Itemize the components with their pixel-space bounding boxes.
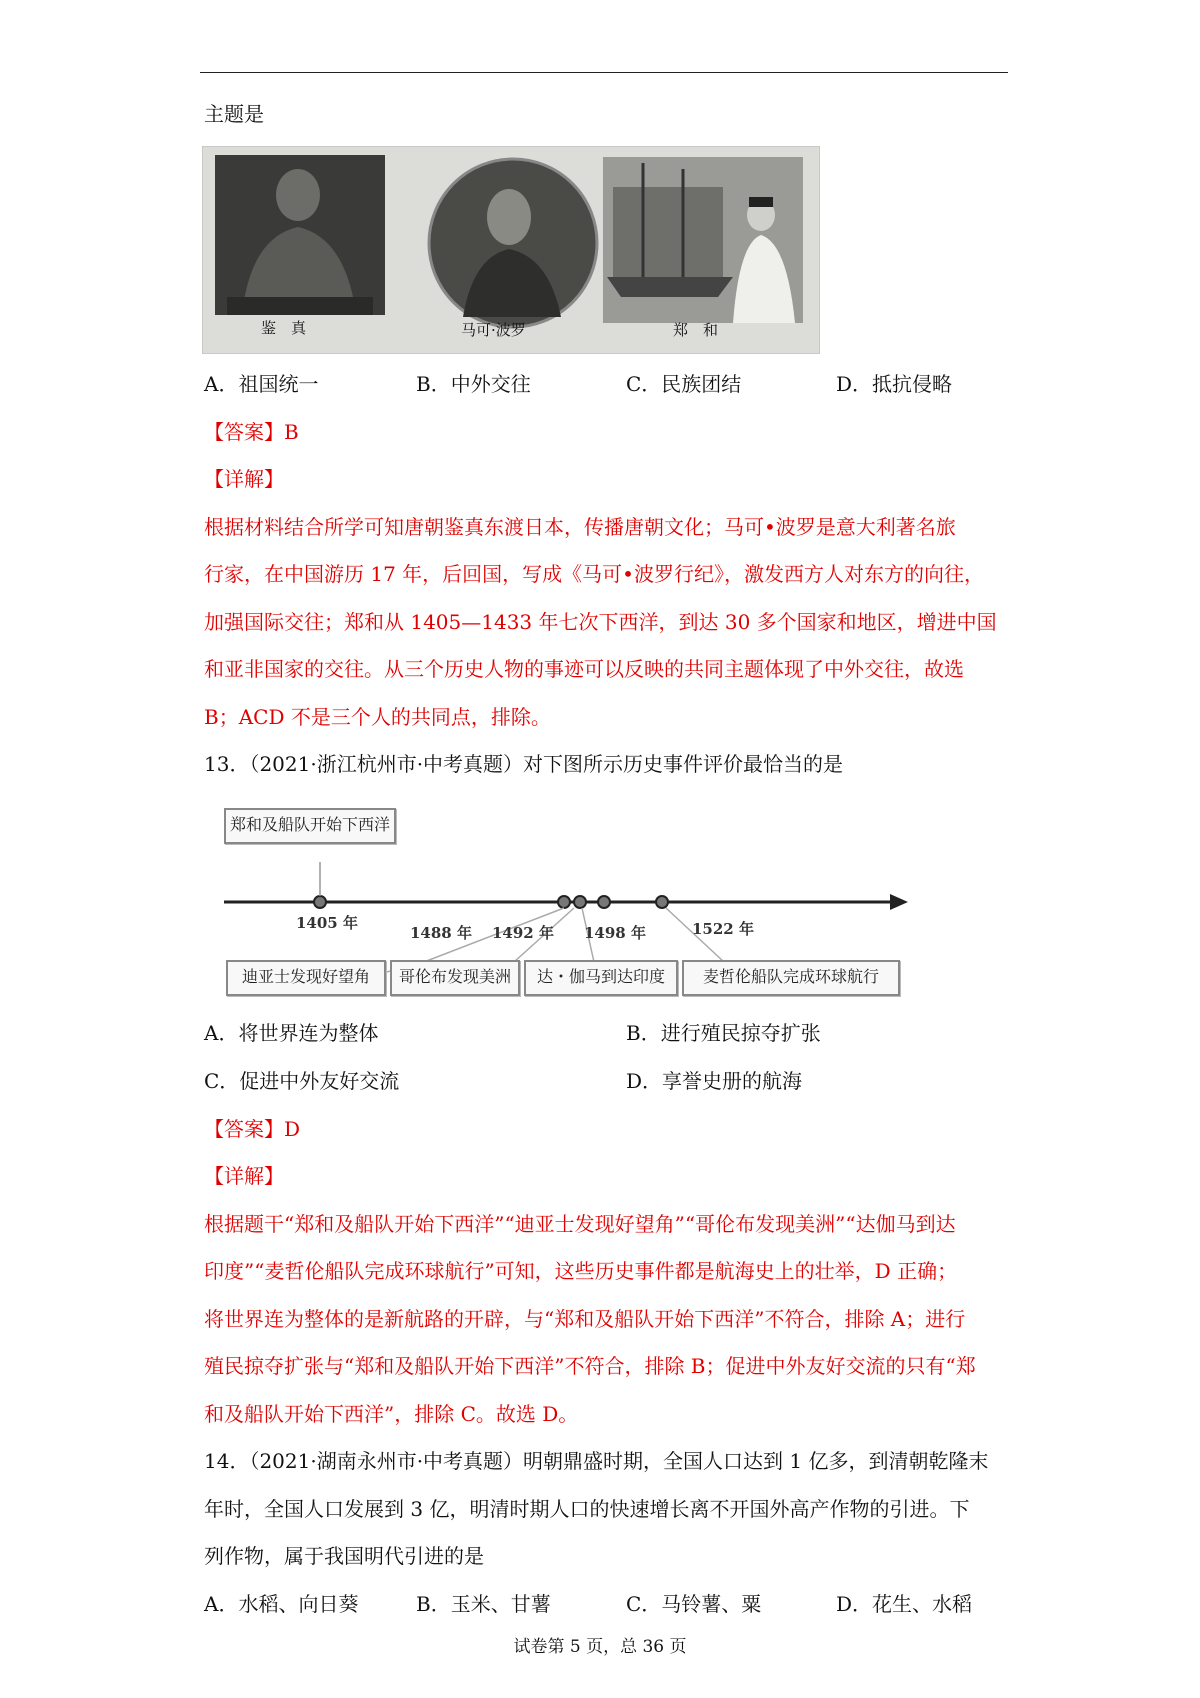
timeline-year: 1488 年 [410, 924, 472, 942]
q13-option-c: C．促进中外友好交流 [204, 1069, 400, 1093]
historical-figures-image [202, 146, 820, 354]
timeline-event: 哥伦布发现美洲 [390, 960, 520, 996]
q14-stem-line: 14．（2021·湖南永州市·中考真题）明朝鼎盛时期，全国人口达到 1 亿多，到清朝乾隆末 [204, 1449, 989, 1473]
timeline-point [558, 896, 570, 908]
q13-option-d: D．享誉史册的航海 [626, 1069, 803, 1093]
q14-option-c: C．马铃薯、粟 [626, 1592, 762, 1616]
q13-option-b: B．进行殖民掠夺扩张 [626, 1021, 821, 1045]
timeline-point [574, 896, 586, 908]
timeline-year: 1492 年 [492, 924, 554, 942]
q12-option-b: B．中外交往 [416, 372, 531, 396]
q13-option-a: A．将世界连为整体 [204, 1021, 379, 1045]
q14-stem-line: 列作物，属于我国明代引进的是 [204, 1544, 484, 1568]
q13-explanation-line: 和及船队开始下西洋”，排除 C。故选 D。 [204, 1402, 579, 1426]
timeline-point [656, 896, 668, 908]
timeline-event: 迪亚士发现好望角 [226, 960, 386, 996]
q14-stem-line: 年时，全国人口发展到 3 亿，明清时期人口的快速增长离不开国外高产作物的引进。下 [204, 1497, 970, 1521]
timeline-year: 1405 年 [296, 914, 358, 932]
timeline-point [598, 896, 610, 908]
q12-answer: 【答案】B [204, 420, 299, 444]
q13-answer: 【答案】D [204, 1117, 301, 1141]
timeline-year: 1498 年 [584, 924, 646, 942]
q12-option-a: A．祖国统一 [204, 372, 319, 396]
timeline-event: 达・伽马到达印度 [524, 960, 678, 996]
jianzhen-label: 鉴 真 [261, 319, 307, 337]
zheng-he-label: 郑 和 [673, 321, 719, 339]
timeline-event: 麦哲伦船队完成环球航行 [682, 960, 900, 996]
navigation-timeline [214, 802, 914, 998]
q12-stem-tail: 主题是 [204, 102, 264, 126]
q12-option-d: D．抵抗侵略 [836, 372, 953, 396]
q14-option-a: A．水稻、向日葵 [204, 1592, 359, 1616]
q12-explanation-line: B；ACD 不是三个人的共同点，排除。 [204, 705, 551, 729]
q13-explanation-line: 殖民掠夺扩张与“郑和及船队开始下西洋”不符合，排除 B；促进中外友好交流的只有“郑 [204, 1354, 976, 1378]
timeline-year: 1522 年 [692, 920, 754, 938]
q12-explanation-line: 行家，在中国游历 17 年，后回国，写成《马可•波罗行纪》，激发西方人对东方的向往， [204, 562, 984, 586]
q13-explanation-line: 印度”“麦哲伦船队完成环球航行”可知，这些历史事件都是航海史上的壮举，D 正确； [204, 1259, 958, 1283]
q13-explanation-line: 根据题干“郑和及船队开始下西洋”“迪亚士发现好望角”“哥伦布发现美洲”“达伽马到达 [204, 1212, 956, 1236]
q12-explanation-line: 加强国际交往；郑和从 1405—1433 年七次下西洋，到达 30 多个国家和地区，增进中国 [204, 610, 997, 634]
q14-option-b: B．玉米、甘薯 [416, 1592, 551, 1616]
arrow-head-icon [890, 894, 908, 910]
q13-detail-heading: 【详解】 [204, 1164, 284, 1188]
timeline-point [314, 896, 326, 908]
header-rule [200, 72, 1008, 73]
q13-explanation-line: 将世界连为整体的是新航路的开辟，与“郑和及船队开始下西洋”不符合，排除 A；进行 [204, 1307, 966, 1331]
q12-option-c: C．民族团结 [626, 372, 742, 396]
q12-explanation-line: 根据材料结合所学可知唐朝鉴真东渡日本，传播唐朝文化；马可•波罗是意大利著名旅 [204, 515, 956, 539]
q13-stem: 13．（2021·浙江杭州市·中考真题）对下图所示历史事件评价最恰当的是 [204, 752, 844, 776]
q12-detail-heading: 【详解】 [204, 467, 284, 491]
marco-polo-label: 马可·波罗 [461, 321, 526, 339]
q12-explanation-line: 和亚非国家的交往。从三个历史人物的事迹可以反映的共同主题体现了中外交往，故选 [204, 657, 964, 681]
page-footer: 试卷第 5 页，总 36 页 [513, 1637, 687, 1657]
q14-option-d: D．花生、水稻 [836, 1592, 973, 1616]
timeline-event-top: 郑和及船队开始下西洋 [224, 808, 396, 844]
